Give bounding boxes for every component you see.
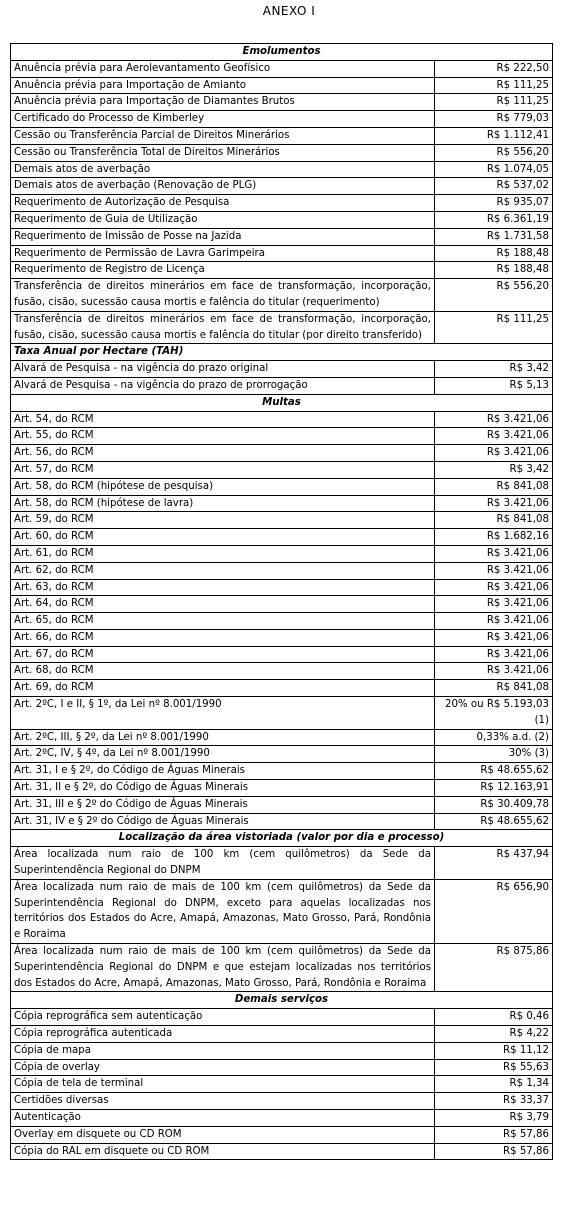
- table-row: [11, 944, 553, 992]
- item-value: R$ 437,94: [435, 847, 553, 880]
- item-description: Cópia reprográfica sem autenticação: [11, 1009, 435, 1026]
- item-value: R$ 5,13: [435, 377, 553, 394]
- table-row: [11, 461, 553, 478]
- item-value: R$ 111,25: [435, 77, 553, 94]
- item-description: Art. 59, do RCM: [11, 512, 435, 529]
- item-value: R$ 12.163,91: [435, 780, 553, 797]
- table-row: [11, 512, 553, 529]
- section-heading-row: [11, 992, 553, 1009]
- section-heading: Localização da área vistoriada (valor por dia e processo): [11, 830, 553, 847]
- page-title: ANEXO I: [262, 4, 316, 18]
- table-row: [11, 127, 553, 144]
- table-row: [11, 428, 553, 445]
- table-row: [11, 596, 553, 613]
- table-row: [11, 663, 553, 680]
- table-row: [11, 763, 553, 780]
- table-row: [11, 545, 553, 562]
- item-description: Alvará de Pesquisa - na vigência do prazo original: [11, 361, 435, 378]
- item-description: Art. 2ºC, IV, § 4º, da Lei nº 8.001/1990: [11, 746, 435, 763]
- item-description: Art. 31, III e § 2º do Código de Águas Minerais: [11, 796, 435, 813]
- table-row: [11, 445, 553, 462]
- table-row: [11, 697, 553, 730]
- item-value: R$ 3.421,06: [435, 596, 553, 613]
- section-heading: Multas: [11, 394, 553, 411]
- fees-table: [10, 43, 553, 1160]
- item-description: Demais atos de averbação (Renovação de PLG): [11, 178, 435, 195]
- table-row: [11, 478, 553, 495]
- item-value: R$ 48.655,62: [435, 813, 553, 830]
- table-row: [11, 1076, 553, 1093]
- table-row: [11, 77, 553, 94]
- item-value: R$ 3.421,06: [435, 495, 553, 512]
- item-value: R$ 537,02: [435, 178, 553, 195]
- table-row: [11, 1093, 553, 1110]
- item-value: R$ 48.655,62: [435, 763, 553, 780]
- item-description: Art. 56, do RCM: [11, 445, 435, 462]
- fees-table-body: [11, 44, 553, 1160]
- item-value: R$ 3.421,06: [435, 579, 553, 596]
- item-value: R$ 57,86: [435, 1126, 553, 1143]
- table-row: [11, 613, 553, 630]
- item-value: R$ 556,20: [435, 279, 553, 312]
- item-value: R$ 841,08: [435, 478, 553, 495]
- item-value: R$ 656,90: [435, 879, 553, 943]
- item-description: Overlay em disquete ou CD ROM: [11, 1126, 435, 1143]
- item-description: Transferência de direitos minerários em face de transformação, incorporação, fusão, cisão, sucessão causa mortis e falência do titular (requerimento): [11, 279, 435, 312]
- item-description: Cópia de mapa: [11, 1042, 435, 1059]
- item-value: R$ 6.361,19: [435, 211, 553, 228]
- section-heading-row: [11, 394, 553, 411]
- table-row: [11, 411, 553, 428]
- table-row: [11, 495, 553, 512]
- item-value: R$ 188,48: [435, 245, 553, 262]
- item-value: R$ 3,42: [435, 361, 553, 378]
- table-row: [11, 629, 553, 646]
- item-value: R$ 3.421,06: [435, 646, 553, 663]
- item-description: Área localizada num raio de mais de 100 km (cem quilômetros) da Sede da Superintendência Regional do DNPM e que estejam localizadas nos territórios dos Estados do Acre, Amapá, Amazonas, Mato Grosso, Pará, Rondônia e Roraima: [11, 944, 435, 992]
- item-value: R$ 1.112,41: [435, 127, 553, 144]
- table-row: [11, 529, 553, 546]
- table-row: [11, 1059, 553, 1076]
- item-value: R$ 875,86: [435, 944, 553, 992]
- item-description: Requerimento de Permissão de Lavra Garimpeira: [11, 245, 435, 262]
- section-heading-row: [11, 830, 553, 847]
- item-value: R$ 1,34: [435, 1076, 553, 1093]
- item-description: Autenticação: [11, 1110, 435, 1127]
- item-description: Art. 58, do RCM (hipótese de lavra): [11, 495, 435, 512]
- item-description: Art. 66, do RCM: [11, 629, 435, 646]
- item-description: Art. 31, I e § 2º, do Código de Águas Minerais: [11, 763, 435, 780]
- table-row: [11, 377, 553, 394]
- item-value: R$ 3.421,06: [435, 428, 553, 445]
- item-description: Art. 64, do RCM: [11, 596, 435, 613]
- item-value: R$ 779,03: [435, 111, 553, 128]
- table-row: [11, 780, 553, 797]
- item-description: Art. 60, do RCM: [11, 529, 435, 546]
- section-heading: Taxa Anual por Hectare (TAH): [11, 344, 553, 361]
- item-value: R$ 3.421,06: [435, 445, 553, 462]
- item-value: R$ 222,50: [435, 60, 553, 77]
- table-row: [11, 1110, 553, 1127]
- item-value: R$ 111,25: [435, 311, 553, 344]
- item-value: R$ 3.421,06: [435, 411, 553, 428]
- item-value: R$ 3,79: [435, 1110, 553, 1127]
- item-value: R$ 1.074,05: [435, 161, 553, 178]
- table-row: [11, 796, 553, 813]
- table-row: [11, 94, 553, 111]
- table-row: [11, 1143, 553, 1160]
- item-value: R$ 841,08: [435, 680, 553, 697]
- item-description: Anuência prévia para Importação de Diamantes Brutos: [11, 94, 435, 111]
- item-value: R$ 841,08: [435, 512, 553, 529]
- section-heading-row: [11, 344, 553, 361]
- item-description: Demais atos de averbação: [11, 161, 435, 178]
- item-description: Cópia do RAL em disquete ou CD ROM: [11, 1143, 435, 1160]
- item-value: R$ 33,37: [435, 1093, 553, 1110]
- item-description: Transferência de direitos minerários em face de transformação, incorporação, fusão, cisão, sucessão causa mortis e falência do titular (por direito transferido): [11, 311, 435, 344]
- table-row: [11, 60, 553, 77]
- table-row: [11, 311, 553, 344]
- table-row: [11, 813, 553, 830]
- item-description: Requerimento de Imissão de Posse na Jazida: [11, 228, 435, 245]
- item-value: R$ 0,46: [435, 1009, 553, 1026]
- item-description: Art. 62, do RCM: [11, 562, 435, 579]
- item-description: Art. 69, do RCM: [11, 680, 435, 697]
- item-description: Cessão ou Transferência Total de Direitos Minerários: [11, 144, 435, 161]
- item-value: R$ 3.421,06: [435, 663, 553, 680]
- table-row: [11, 228, 553, 245]
- item-value: R$ 3.421,06: [435, 629, 553, 646]
- table-row: [11, 262, 553, 279]
- section-heading-row: [11, 44, 553, 61]
- table-row: [11, 1026, 553, 1043]
- item-value: R$ 57,86: [435, 1143, 553, 1160]
- table-row: [11, 161, 553, 178]
- item-description: Art. 61, do RCM: [11, 545, 435, 562]
- item-value: R$ 1.682,16: [435, 529, 553, 546]
- item-value: 20% ou R$ 5.193,03 (1): [435, 697, 553, 730]
- item-description: Art. 63, do RCM: [11, 579, 435, 596]
- table-row: [11, 729, 553, 746]
- table-row: [11, 144, 553, 161]
- item-value: R$ 3.421,06: [435, 613, 553, 630]
- table-row: [11, 111, 553, 128]
- item-description: Art. 65, do RCM: [11, 613, 435, 630]
- item-description: Anuência prévia para Aerolevantamento Geofísico: [11, 60, 435, 77]
- item-value: 0,33% a.d. (2): [435, 729, 553, 746]
- item-value: R$ 3.421,06: [435, 562, 553, 579]
- item-description: Cópia de overlay: [11, 1059, 435, 1076]
- item-value: R$ 11,12: [435, 1042, 553, 1059]
- table-row: [11, 579, 553, 596]
- item-description: Art. 67, do RCM: [11, 646, 435, 663]
- item-description: Art. 58, do RCM (hipótese de pesquisa): [11, 478, 435, 495]
- item-description: Cópia reprográfica autenticada: [11, 1026, 435, 1043]
- item-description: Alvará de Pesquisa - na vigência do prazo de prorrogação: [11, 377, 435, 394]
- item-value: R$ 55,63: [435, 1059, 553, 1076]
- table-row: [11, 562, 553, 579]
- table-row: [11, 1009, 553, 1026]
- item-description: Art. 2ºC, III, § 2º, da Lei nº 8.001/1990: [11, 729, 435, 746]
- item-value: R$ 4,22: [435, 1026, 553, 1043]
- item-value: R$ 935,07: [435, 195, 553, 212]
- table-row: [11, 1126, 553, 1143]
- item-description: Art. 68, do RCM: [11, 663, 435, 680]
- item-description: Requerimento de Registro de Licença: [11, 262, 435, 279]
- item-description: Requerimento de Autorização de Pesquisa: [11, 195, 435, 212]
- table-row: [11, 195, 553, 212]
- item-description: Art. 31, IV e § 2º do Código de Águas Minerais: [11, 813, 435, 830]
- table-row: [11, 279, 553, 312]
- table-row: [11, 178, 553, 195]
- item-value: R$ 556,20: [435, 144, 553, 161]
- item-description: Art. 55, do RCM: [11, 428, 435, 445]
- item-value: R$ 111,25: [435, 94, 553, 111]
- table-row: [11, 1042, 553, 1059]
- item-value: 30% (3): [435, 746, 553, 763]
- item-description: Área localizada num raio de mais de 100 km (cem quilômetros) da Sede da Superintendência Regional do DNPM, exceto para aquelas localizadas nos territórios dos Estados do Acre, Amapá, Amazonas, Mato Grosso, Pará, Rondônia e Roraima: [11, 879, 435, 943]
- table-row: [11, 211, 553, 228]
- item-description: Anuência prévia para Importação de Amianto: [11, 77, 435, 94]
- item-description: Certidões diversas: [11, 1093, 435, 1110]
- item-description: Art. 54, do RCM: [11, 411, 435, 428]
- table-row: [11, 680, 553, 697]
- item-value: R$ 30.409,78: [435, 796, 553, 813]
- item-description: Art. 57, do RCM: [11, 461, 435, 478]
- section-heading: Demais serviços: [11, 992, 553, 1009]
- item-description: Cessão ou Transferência Parcial de Direitos Minerários: [11, 127, 435, 144]
- item-value: R$ 3.421,06: [435, 545, 553, 562]
- table-row: [11, 879, 553, 943]
- item-value: R$ 3,42: [435, 461, 553, 478]
- item-description: Cópia de tela de terminal: [11, 1076, 435, 1093]
- table-row: [11, 646, 553, 663]
- item-description: Art. 31, II e § 2º, do Código de Águas Minerais: [11, 780, 435, 797]
- table-row: [11, 245, 553, 262]
- item-value: R$ 188,48: [435, 262, 553, 279]
- item-description: Art. 2ºC, I e II, § 1º, da Lei nº 8.001/1990: [11, 697, 435, 730]
- item-description: Certificado do Processo de Kimberley: [11, 111, 435, 128]
- table-row: [11, 746, 553, 763]
- table-row: [11, 847, 553, 880]
- item-description: Requerimento de Guia de Utilização: [11, 211, 435, 228]
- table-row: [11, 361, 553, 378]
- item-description: Área localizada num raio de 100 km (cem quilômetros) da Sede da Superintendência Regional do DNPM: [11, 847, 435, 880]
- item-value: R$ 1.731,58: [435, 228, 553, 245]
- section-heading: Emolumentos: [11, 44, 553, 61]
